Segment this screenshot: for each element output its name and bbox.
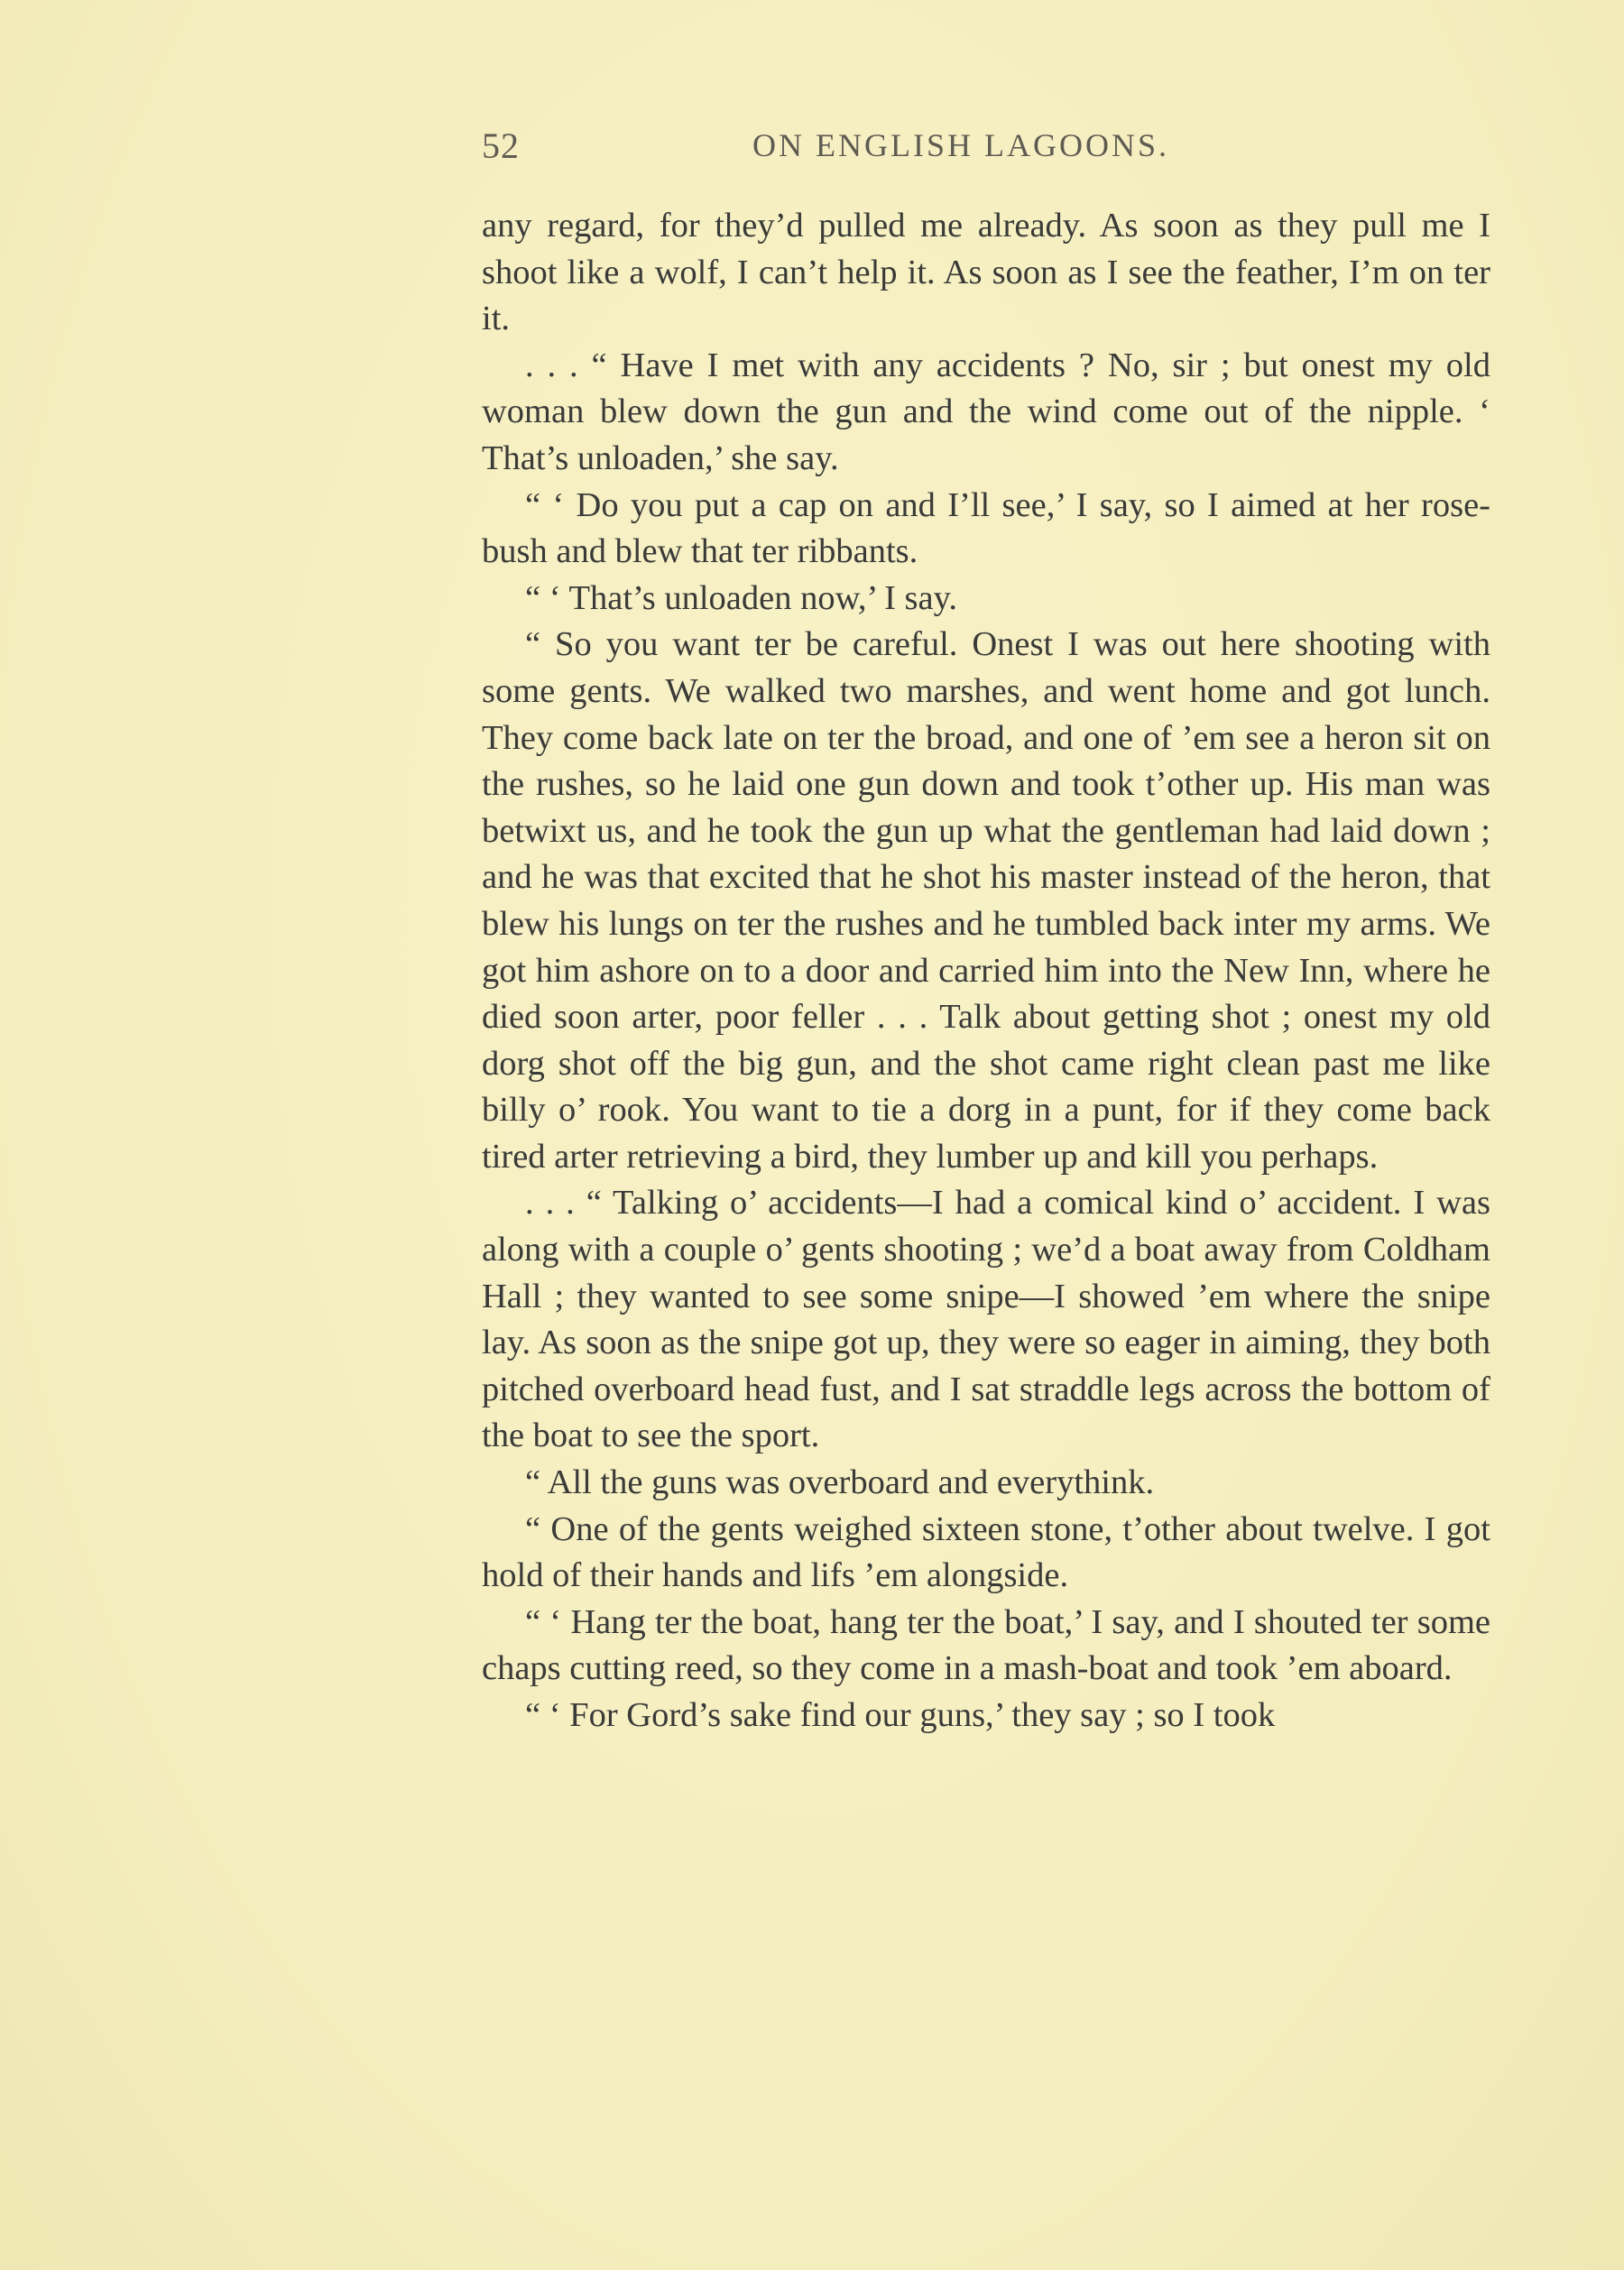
paragraph: . . . “ Have I met with any accidents ? No, sir ; but onest my old woman blew down the gun and the wind come out of the nipple. ‘ That’s unloaden,’ she say. <box>482 346 1490 477</box>
running-head: ON ENGLISH LAGOONS. <box>752 127 1169 163</box>
paragraph: any regard, for they’d pulled me already. As soon as they pull me I shoot like a wolf, I can’t help it. As soon as I see the feather, I’m on ter it. <box>482 207 1490 338</box>
page-number: 52 <box>482 125 520 166</box>
paragraph: “ One of the gents weighed sixteen stone, t’other about twelve. I got hold of their hands and lifs ’em alongside. <box>482 1509 1490 1595</box>
paragraph: “ ‘ That’s unloaden now,’ I say. <box>525 578 957 617</box>
paragraph: “ So you want ter be careful. Onest I was out here shooting with some gents. We walked two marshes, and went home and got lunch. They come back late on ter the broad, and one of ’em see a heron sit on the rushes, so he laid one gun down and took t’other up. His man was betwixt us, and he took the gun up what the gentleman had laid down ; and he was that excited that he shot his master instead of the heron, that blew his lungs on ter the rushes and he tumbled back inter my arms. We got him ashore on to a door and carried him into the New Inn, where he died soon arter, poor feller . . . Talk about getting shot ; onest my old dorg shot off the big gun, and the shot came right clean past me like billy o’ rook. You want to tie a dorg in a punt, for if they come back tired arter retrieving a bird, they lumber up and kill you perhaps. <box>482 625 1490 1176</box>
paragraph: “ ‘ Do you put a cap on and I’ll see,’ I say, so I aimed at her rose-bush and blew that ter ribbants. <box>482 485 1490 571</box>
paragraph: “ All the guns was overboard and everythink. <box>525 1463 1155 1502</box>
paragraph: “ ‘ Hang ter the boat, hang ter the boat,’ I say, and I shouted ter some chaps cutting reed, so they come in a mash-boat and took ’em aboard. <box>482 1602 1490 1688</box>
page-header <box>482 125 1490 170</box>
paragraph: “ ‘ For Gord’s sake find our guns,’ they say ; so I took <box>525 1696 1276 1734</box>
body-text <box>482 203 1490 1739</box>
paragraph: . . . “ Talking o’ accidents—I had a comical kind o’ accident. I was along with a couple o’ gents shooting ; we’d a boat away from Coldham Hall ; they wanted to see some snipe—I showed ’em where the snipe lay. As soon as the snipe got up, they were so eager in aiming, they both pitched overboard head fust, and I sat straddle legs across the bottom of the boat to see the sport. <box>482 1184 1490 1455</box>
